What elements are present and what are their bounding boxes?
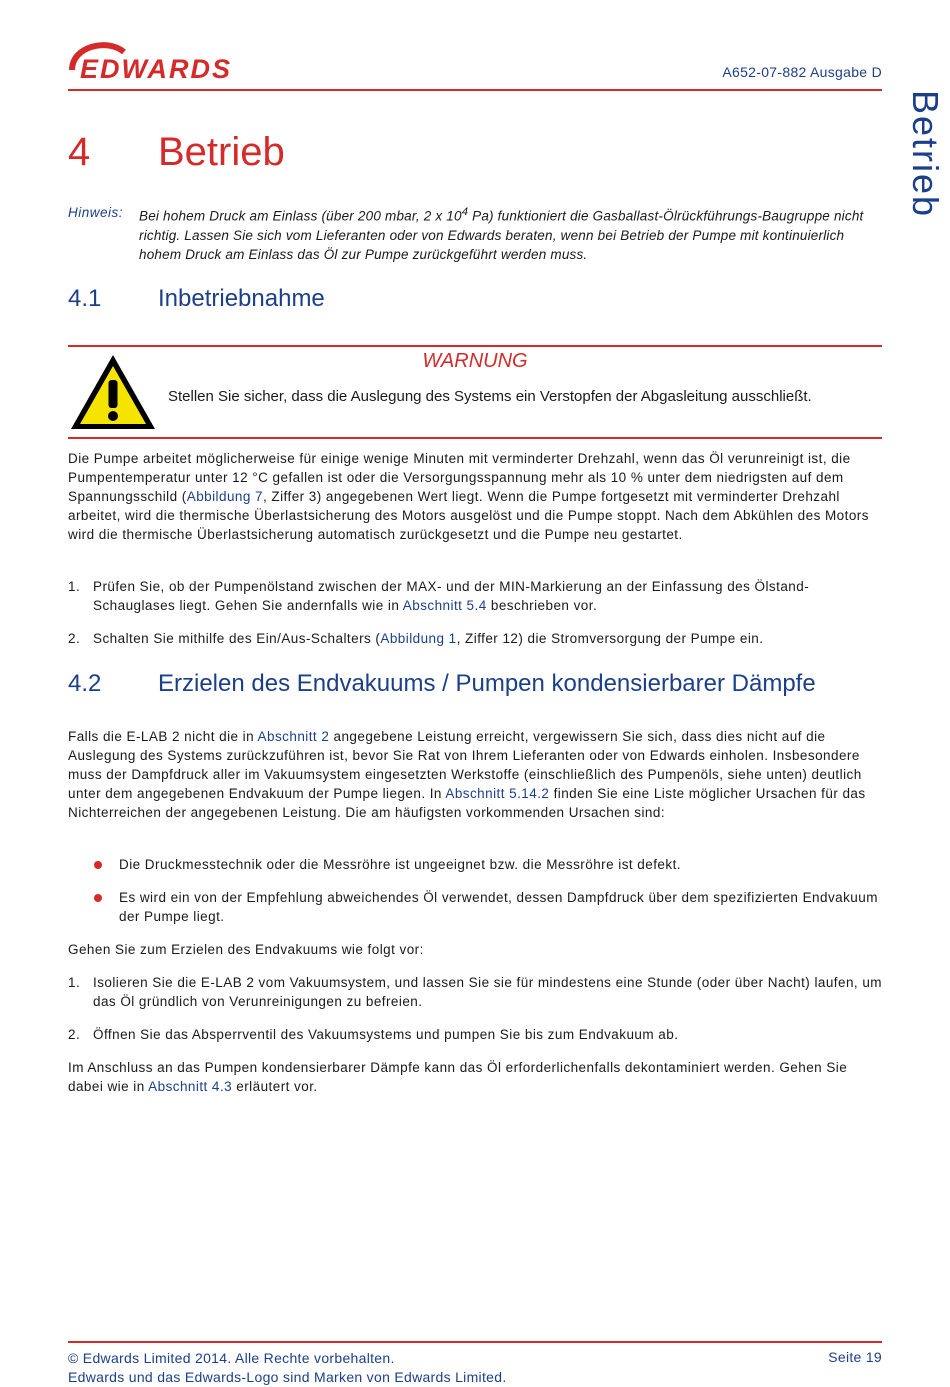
note-label: Hinweis: bbox=[68, 205, 124, 220]
section-number: 4.2 bbox=[68, 670, 102, 697]
document-reference: A652-07-882 Ausgabe D bbox=[722, 64, 882, 80]
bullet-item: Die Druckmesstechnik oder die Messröhre ist ungeeignet bzw. die Messröhre ist defekt. bbox=[94, 855, 884, 874]
link-abbildung-7[interactable]: Abbildung 7 bbox=[186, 489, 263, 504]
chapter-heading bbox=[68, 130, 285, 175]
section-title: Inbetriebnahme bbox=[158, 285, 325, 312]
bullet-item: Es wird ein von der Empfehlung abweichendes Öl verwendet, dessen Dampfdruck über dem spezifizierten Endvakuum der Pumpe liegt. bbox=[94, 888, 884, 926]
procedure-intro: Gehen Sie zum Erzielen des Endvakuums wie folgt vor: bbox=[68, 942, 424, 957]
warning-bottom-divider bbox=[68, 437, 882, 439]
ultimate-vacuum-paragraph: Falls die E-LAB 2 nicht die in Abschnitt 2 angegebene Leistung erreicht, vergewissern Sie sich, dass dies nicht auf die Auslegung des Systems zurückzuführen ist, bevor Sie Rat von Ihrem Lieferanten oder von Edwards einholen. Insbesondere muss der Dampfdruck aller im Vakuumsystem eingesetzten Werkstoffe (einschließlich des Pumpenöls, siehe unten) deutlich unter dem angegebenen Endvakuum der Pumpe liegen. In Abschnitt 5.14.2 finden Sie eine Liste möglicher Ursachen für das Nichterreichen der angegebenen Leistung. Die am häufigsten vorkommenden Ursachen sind: bbox=[68, 729, 866, 820]
list-marker: 2. bbox=[68, 1027, 81, 1042]
section-4-1-heading bbox=[68, 285, 325, 313]
section-4-2-heading bbox=[68, 670, 816, 698]
warning-text: Stellen Sie sicher, dass die Auslegung des Systems ein Verstopfen der Abgasleitung ausschließt. bbox=[168, 388, 812, 405]
bullet-dot-icon bbox=[94, 894, 102, 902]
note-superscript: 4 bbox=[461, 206, 469, 218]
link-abbildung-1[interactable]: Abbildung 1 bbox=[380, 631, 457, 646]
note-block bbox=[68, 203, 868, 264]
trademark-line: Edwards und das Edwards-Logo sind Marken von Edwards Limited. bbox=[68, 1369, 507, 1385]
decontamination-paragraph: Im Anschluss an das Pumpen kondensierbarer Dämpfe kann das Öl erforderlichenfalls dekontaminiert werden. Gehen Sie dabei wie in Abschnitt 4.3 erläutert vor. bbox=[68, 1060, 848, 1094]
link-abschnitt-5-14-2[interactable]: Abschnitt 5.14.2 bbox=[445, 786, 550, 801]
link-abschnitt-2[interactable]: Abschnitt 2 bbox=[257, 729, 330, 744]
footer-divider bbox=[68, 1341, 882, 1343]
note-text: Bei hohem Druck am Einlass (über 200 mbar, 2 x $10^4$ Pa) funktioniert die Gasballast-Ölrückführungs-Baugruppe nicht richtig. Lassen Sie sich vom Lieferanten oder von Edwards beraten, wenn bei Betrieb der Pumpe mit kontinuierlich hohem Druck am Einlass das Öl zur Pumpe zurückgeführt werden muss. bbox=[139, 206, 864, 262]
list-item: 1. Prüfen Sie, ob der Pumpenölstand zwischen der MAX- und der MIN-Markierung an der Einfassung des Ölstand-Schauglases liegt. Gehen Sie andernfalls wie in Abschnitt 5.4 beschrieben vor. bbox=[68, 579, 810, 613]
footer-copyright bbox=[68, 1349, 507, 1387]
copyright-line: © Edwards Limited 2014. Alle Rechte vorbehalten. bbox=[68, 1350, 395, 1366]
link-abschnitt-4-3[interactable]: Abschnitt 4.3 bbox=[148, 1079, 233, 1094]
link-abschnitt-5-4[interactable]: Abschnitt 5.4 bbox=[402, 598, 487, 613]
logo-text: EDWARDS bbox=[80, 54, 233, 84]
list-marker: 2. bbox=[68, 631, 81, 646]
list-item: 2. Schalten Sie mithilfe des Ein/Aus-Schalters (Abbildung 1, Ziffer 12) die Stromversorgung der Pumpe ein. bbox=[68, 631, 764, 646]
section-number: 4.1 bbox=[68, 285, 102, 312]
chapter-title: Betrieb bbox=[158, 130, 285, 174]
bullet-dot-icon bbox=[94, 861, 102, 869]
chapter-number: 4 bbox=[68, 130, 91, 174]
list-marker: 1. bbox=[68, 579, 81, 594]
warning-title: WARNUNG bbox=[422, 350, 528, 372]
side-section-tab: Betrieb bbox=[905, 90, 946, 219]
edwards-logo bbox=[68, 40, 296, 84]
header-divider bbox=[68, 89, 882, 91]
list-item: 1. Isolieren Sie die E-LAB 2 vom Vakuumsystem, und lassen Sie sie für mindestens eine Stunde (oder über Nacht) laufen, um das Öl gründlich von Verunreinigungen zu befreien. bbox=[68, 975, 882, 1009]
warning-triangle-icon bbox=[68, 352, 158, 432]
warning-top-divider bbox=[68, 345, 882, 347]
list-marker: 1. bbox=[68, 975, 81, 990]
section-title: Erzielen des Endvakuums / Pumpen kondensierbarer Dämpfe bbox=[158, 670, 816, 697]
page-number: Seite 19 bbox=[828, 1349, 882, 1365]
startup-paragraph: Die Pumpe arbeitet möglicherweise für einige wenige Minuten mit verminderter Drehzahl, wenn das Öl verunreinigt ist, die Pumpentemperatur unter 12 °C gefallen ist oder die Versorgungsspannung mehr als 10 % unter dem niedrigsten auf dem Spannungsschild (Abbildung 7, Ziffer 3) angegebenen Wert liegt. Wenn die Pumpe fortgesetzt mit verminderter Drehzahl arbeitet, wird die thermische Überlastsicherung des Motors ausgelöst und die Pumpe stoppt. Nach dem Abkühlen des Motors wird die thermische Überlastsicherung automatisch zurückgesetzt und die Pumpe neu gestartet. bbox=[68, 451, 869, 542]
list-item: 2. Öffnen Sie das Absperrventil des Vakuumsystems und pumpen Sie bis zum Endvakuum ab. bbox=[68, 1027, 679, 1042]
